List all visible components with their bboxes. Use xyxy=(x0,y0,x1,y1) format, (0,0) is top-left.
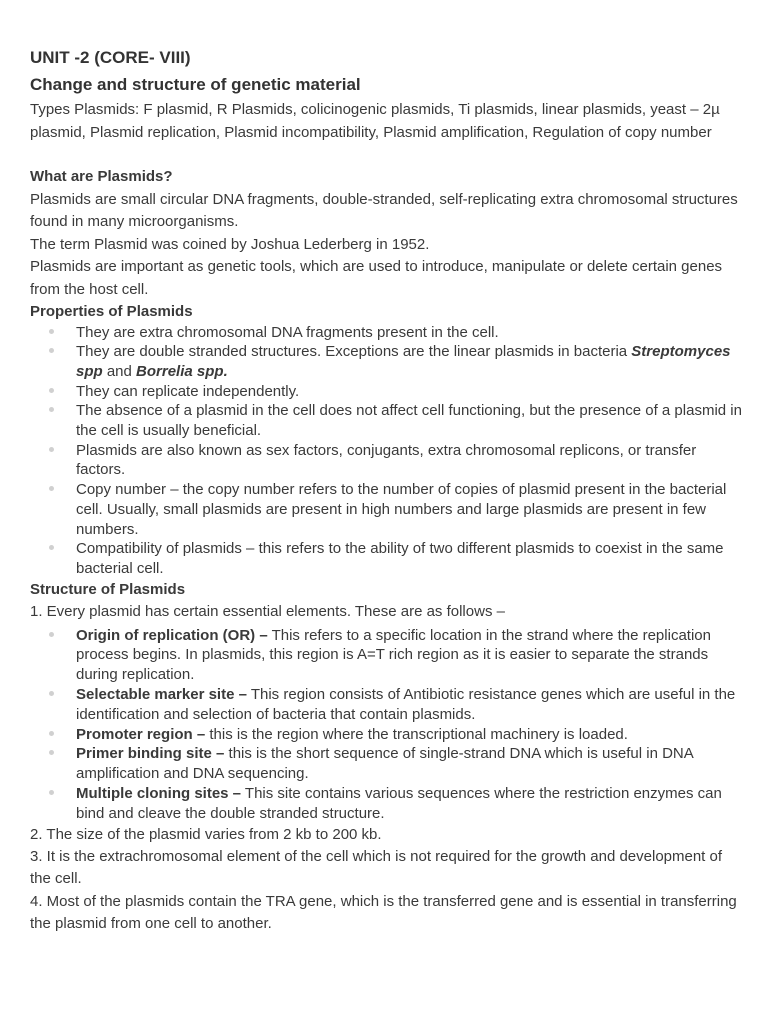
list-item: Multiple cloning sites – This site contains various sequences where the restriction enzymes can bind and cleave the double stranded structure. xyxy=(30,784,742,824)
structure-intro: 1. Every plasmid has certain essential elements. These are as follows – xyxy=(30,603,505,621)
extrachromosomal-point: 3. It is the extrachromosomal element of the cell which is not required for the growth and development of the cell. xyxy=(30,848,723,888)
list-item: Copy number – the copy number refers to the number of copies of plasmid present in the bacterial cell. Usually, small plasmids are present in high numbers and large plasmids are present in few numbers. xyxy=(30,480,742,539)
blank-line xyxy=(30,144,742,166)
chapter-title: Change and structure of genetic material xyxy=(30,75,361,94)
element-term: Primer binding site – xyxy=(76,745,225,763)
unit-title: UNIT -2 (CORE- VIII) xyxy=(30,48,191,67)
elements-list xyxy=(30,626,742,824)
species-name: Borrelia spp. xyxy=(136,362,228,380)
list-item: Origin of replication (OR) – This refers to a specific location in the strand where the replication process begins. In plasmids, this region is A=T rich region as it is easier to separate the strands during replication. xyxy=(30,626,742,685)
list-item: Selectable marker site – This region consists of Antibiotic resistance genes which are useful in the identification and selection of bacteria that contain plasmids. xyxy=(30,685,742,725)
tra-gene-point: 4. Most of the plasmids contain the TRA gene, which is the transferred gene and is essential in transferring the plasmid from one cell to another. xyxy=(30,892,737,933)
list-item: They can replicate independently. xyxy=(30,382,742,402)
size-point: 2. The size of the plasmid varies from 2 kb to 200 kb. xyxy=(30,825,382,843)
document-page xyxy=(30,46,742,936)
list-item: Primer binding site – this is the short sequence of single-strand DNA which is useful in DNA amplification and DNA sequencing. xyxy=(30,744,742,784)
genetic-tools-paragraph: Plasmids are important as genetic tools, which are used to introduce, manipulate or delete certain genes from the host cell. xyxy=(30,258,723,298)
list-item: They are extra chromosomal DNA fragments present in the cell. xyxy=(30,323,742,343)
list-item: They are double stranded structures. Exceptions are the linear plasmids in bacteria Streptomyces spp and Borrelia spp. xyxy=(30,342,742,381)
species-name: Streptomyces spp xyxy=(76,343,731,380)
definition-paragraph: Plasmids are small circular DNA fragments, double-stranded, self-replicating extra chromosomal structures found in many microorganisms. xyxy=(30,190,738,230)
lederberg-paragraph: The term Plasmid was coined by Joshua Lederberg in 1952. xyxy=(30,235,430,253)
list-item: Promoter region – this is the region where the transcriptional machinery is loaded. xyxy=(30,725,742,745)
element-term: Promoter region – xyxy=(76,725,206,743)
list-item: Plasmids are also known as sex factors, conjugants, extra chromosomal replicons, or transfer factors. xyxy=(30,441,742,480)
properties-heading: Properties of Plasmids xyxy=(30,303,193,320)
element-term: Origin of replication (OR) – xyxy=(76,626,268,644)
structure-heading: Structure of Plasmids xyxy=(30,580,186,598)
element-term: Selectable marker site – xyxy=(76,686,247,704)
list-item: The absence of a plasmid in the cell does not affect cell functioning, but the presence of a plasmid in the cell is usually beneficial. xyxy=(30,401,742,440)
element-term: Multiple cloning sites – xyxy=(76,785,242,803)
what-are-plasmids-heading: What are Plasmids? xyxy=(30,168,173,185)
syllabus-text: Types Plasmids: F plasmid, R Plasmids, colicinogenic plasmids, Ti plasmids, linear plasmids, yeast – 2µ plasmid, Plasmid replication, Plasmid incompatibility, Plasmid amplification, Regulation of copy number xyxy=(30,101,720,141)
properties-list xyxy=(30,323,742,579)
list-item: Compatibility of plasmids – this refers to the ability of two different plasmids to coexist in the same bacterial cell. xyxy=(30,539,742,578)
